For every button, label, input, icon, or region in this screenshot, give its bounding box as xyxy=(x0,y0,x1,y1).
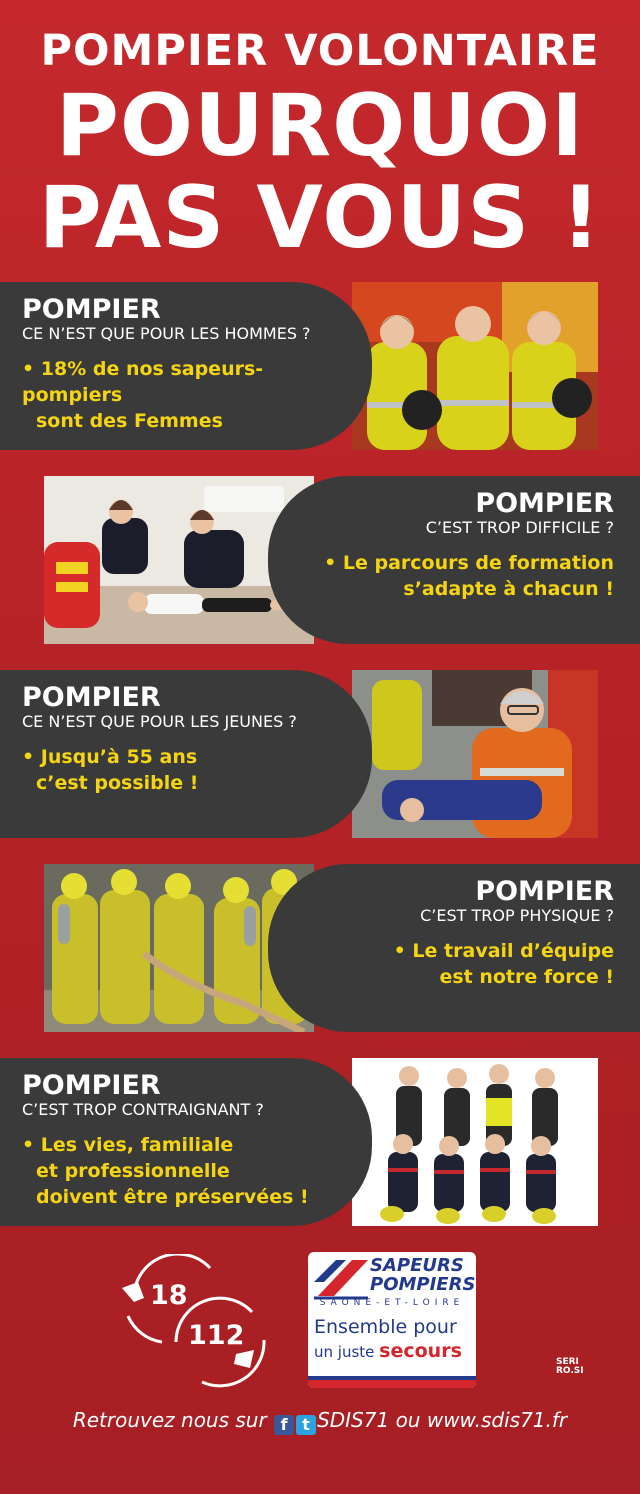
panel-text xyxy=(274,878,614,990)
panel-answer-line: • 18% de nos sapeurs-pompiers xyxy=(22,358,264,406)
panel-answer-line: et professionnelle xyxy=(36,1160,230,1182)
panel-answer xyxy=(22,1132,362,1210)
logo-slogan-line2 xyxy=(314,1340,462,1362)
panel-answer-line: • Le travail d’équipe xyxy=(393,940,614,962)
logo-brand-line: SAPEURS xyxy=(370,1255,464,1276)
logo-stripe-red xyxy=(308,1380,476,1388)
panel-answer-line: c’est possible ! xyxy=(36,772,199,794)
panel-question: CE N’EST QUE POUR LES JEUNES ? xyxy=(22,712,297,731)
panel-question: C’EST TROP CONTRAIGNANT ? xyxy=(22,1100,264,1119)
panel-answer-line: sont des Femmes xyxy=(36,410,223,432)
panel-title: POMPIER xyxy=(475,488,614,519)
panel-text xyxy=(22,296,362,434)
panel-answer xyxy=(22,744,362,796)
footer-middle: ou xyxy=(395,1408,421,1432)
panel-answer-line: est notre force ! xyxy=(439,966,614,988)
signature-line: SERI xyxy=(556,1357,579,1367)
panel-answer-line: s’adapte à chacun ! xyxy=(403,578,614,600)
panel-answer-line: • Jusqu’à 55 ans xyxy=(22,746,198,768)
flame-stripes-icon xyxy=(312,1256,372,1300)
sdis-logo xyxy=(308,1252,476,1388)
logo-department: SAÔNE-ET-LOIRE xyxy=(319,1298,465,1308)
panel-answer-line: doivent être préservées ! xyxy=(36,1186,309,1208)
photo-volunteers-group xyxy=(352,1058,598,1226)
panel-question: CE N’EST QUE POUR LES HOMMES ? xyxy=(22,324,311,343)
facebook-icon[interactable]: f xyxy=(274,1415,294,1435)
panel-title: POMPIER xyxy=(475,876,614,907)
panel-text xyxy=(22,684,362,796)
logo-slogan-highlight: secours xyxy=(379,1340,462,1362)
footer-website-link[interactable]: www.sdis71.fr xyxy=(426,1408,568,1432)
logo-brand-line: POMPIERS xyxy=(370,1274,476,1295)
panel-difficulty xyxy=(0,476,640,644)
headline-line2: POURQUOI xyxy=(55,76,585,176)
twitter-icon[interactable]: t xyxy=(296,1415,316,1435)
panel-text xyxy=(22,1072,362,1210)
panel-title: POMPIER xyxy=(22,294,161,325)
panel-women xyxy=(0,282,640,450)
panel-answer-line: • Les vies, familiale xyxy=(22,1134,234,1156)
logo-slogan-text: un juste xyxy=(314,1343,375,1361)
footer-account[interactable]: SDIS71 xyxy=(317,1408,390,1432)
emergency-numbers xyxy=(118,1254,278,1390)
printer-signature xyxy=(556,1358,584,1376)
logo-slogan-line1: Ensemble pour xyxy=(314,1316,457,1338)
panel-answer-line: • Le parcours de formation xyxy=(324,552,614,574)
panel-title: POMPIER xyxy=(22,1070,161,1101)
footer xyxy=(0,1408,640,1435)
panel-age xyxy=(0,670,640,838)
photo-senior-firefighter xyxy=(352,670,598,838)
panel-constraints xyxy=(0,1058,640,1226)
headline-line3: PAS VOUS ! xyxy=(38,168,602,268)
panel-answer xyxy=(22,356,362,434)
headline-line1: POMPIER VOLONTAIRE xyxy=(40,26,600,76)
logo-brand xyxy=(370,1256,475,1294)
emergency-number-18: 18 xyxy=(150,1280,188,1311)
emergency-number-112: 112 xyxy=(188,1320,245,1351)
panel-physical xyxy=(0,864,640,1032)
panel-question: C’EST TROP PHYSIQUE ? xyxy=(420,906,614,925)
panel-title: POMPIER xyxy=(22,682,161,713)
panel-text xyxy=(274,490,614,602)
panel-question: C’EST TROP DIFFICILE ? xyxy=(425,518,614,537)
panel-answer xyxy=(274,938,614,990)
signature-line: RO.SI xyxy=(556,1366,584,1376)
footer-prefix: Retrouvez nous sur xyxy=(72,1408,267,1432)
panel-answer xyxy=(274,550,614,602)
photo-female-firefighters xyxy=(352,282,598,450)
